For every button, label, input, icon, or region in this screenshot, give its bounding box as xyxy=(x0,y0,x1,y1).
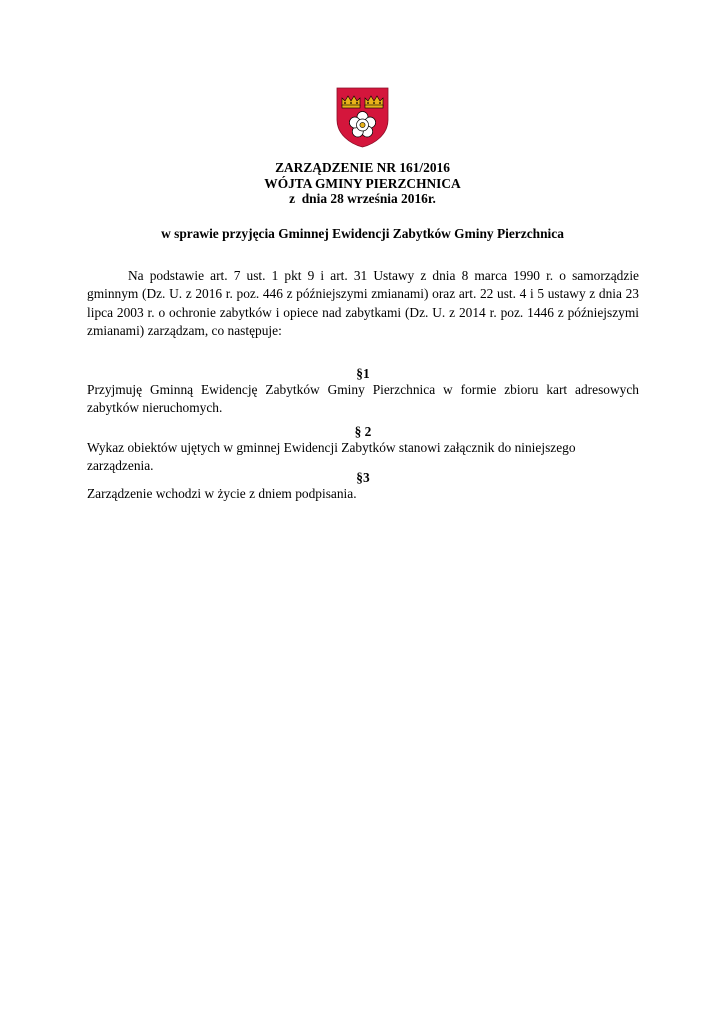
section-3-text: Zarządzenie wchodzi w życie z dniem podpisania. xyxy=(87,486,357,501)
section-1-mark: §1 xyxy=(356,366,370,381)
header-title: ZARZĄDZENIE NR 161/2016 xyxy=(275,160,450,175)
coat-of-arms-icon xyxy=(335,86,390,148)
document-subject: w sprawie przyjęcia Gminnej Ewidencji Zabytków Gminy Pierzchnica xyxy=(161,226,564,241)
intro-paragraph: Na podstawie art. 7 ust. 1 pkt 9 i art. 31 Ustawy z dnia 8 marca 1990 r. o samorządzie gminnym (Dz. U. z 2016 r. poz. 446 z późniejszymi zmianami) oraz art. 22 ust. 4 i 5 ustawy z dnia 23 lipca 2003 r. o ochronie zabytków i opiece nad zabytkami (Dz. U. z 2014 r. poz. 1446 z późniejszymi zmianami) zarządzam, co następuje: xyxy=(87,268,639,338)
section-3-mark: §3 xyxy=(356,470,370,485)
document-header xyxy=(0,160,725,207)
section-2-text: Wykaz obiektów ujętych w gminnej Ewidencji Zabytków stanowi załącznik do niniejszego zarządzenia. xyxy=(87,440,576,474)
section-1-text-line1: Przyjmuję Gminną Ewidencję Zabytków Gminy Pierzchnica w formie zbioru kart adresowych xyxy=(87,382,639,397)
section-1-text xyxy=(87,381,639,418)
header-issuer: WÓJTA GMINY PIERZCHNICA xyxy=(264,175,461,191)
section-2-mark: § 2 xyxy=(354,424,372,439)
header-date: z dnia 28 września 2016r. xyxy=(289,191,436,206)
section-1-text-line2: zabytków nieruchomych. xyxy=(87,400,223,416)
